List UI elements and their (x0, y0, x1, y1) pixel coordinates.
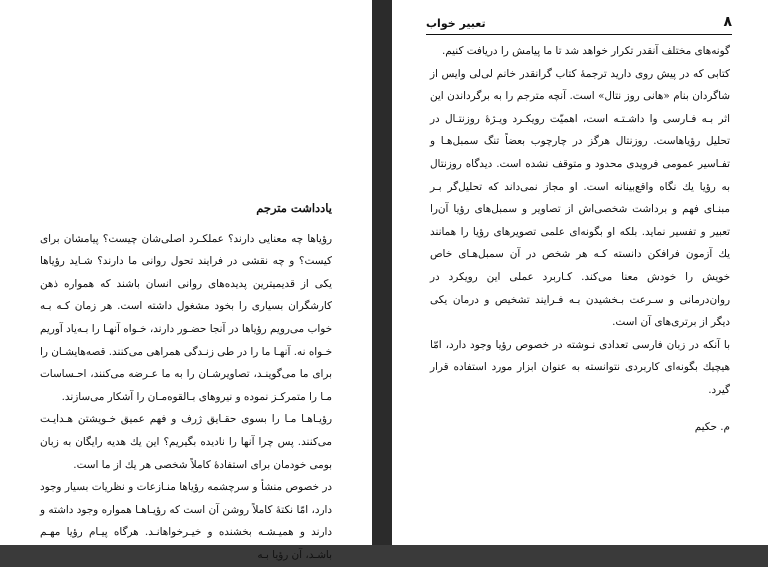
left-page (0, 0, 372, 561)
paragraph: رؤیـاهـا مـا را بسوی حقـایق ژرف و فهم عمیق خـویشتن هـدایـت می‌کنند. پس چرا آنها را نادیده بگیریم؟ این یك هدیه رایگان به زبان بومی خودمان برای استفادهٔ کاملاً شخصی هر یك از ما است. (40, 413, 332, 471)
paragraph: گونه‌های مختلف آنقدر تکرار خواهد شد تا ما پیامش را دریافت کنیم. (441, 45, 730, 57)
paragraph: کتابی که در پیش روی دارید ترجمهٔ کتاب گرانقدر خانم لی‌لی وایس از شاگردان بنام «هانی روز نتال» است. آنچه مترجم را به برگرداندن این اثر بـه فـارسی وا داشـتـه است، اهمیّت رویکـرد ویـژهٔ روزنتـال در تحلیل رؤیاهاست. روزنتال هرگز در چارچوب بعضاً تنگ سمبل‌هـا و تفـاسیر عمومی فرویدی محدود و متوقف نشده است. دیدگاه روزنتال به رؤیا یك نگاه واقع‌بینانه است. او مجاز نمی‌داند كه تحلیل‌گر بـر مبنـای فهم و برداشت شخصی‌اش از تصاویر و سمبل‌های رؤیا آن‌را تعبیر و تفسیر نماید. بلکه او بگونه‌ای علمی تصویرهای رؤیا را همانند یك آزمون فرافکن دانسته کـه هر شخص در آن سمبل‌هـای خاص خویش را خودش معنا می‌کند. کـاربرد عملی این رویکرد در روان‌درمانی و سـرعت بـخشیدن بـه فـرایند تشخیص و درمان یکی دیگر از برتری‌های آن است. (430, 67, 730, 329)
paragraph: رؤیاها چه معنایی دارند؟ عملکـرد اصلی‌شان چیست؟ پیامشان برای کیست؟ و چه نقشی در فرایند تحول روانی ما دارند؟ شـاید رؤیاها یکی از قدیمیترین پدیده‌های روانی انسان باشند که همواره ذهن کارشگران بسیاری را بخود مشغول داشته است. هر زمان کـه بـه خواب می‌رویم رؤیاها در آنجا حضـور دارند، خـواه آنهـا را بـه‌یاد آوریم خـواه نه. آنهـا ما را در طی زنـدگی همراهی می‌کنند. قصه‌هایشـان را برای ما می‌گوینـد، تصاویرشـان را به ما عـرضه می‌کنند، احـساسات مـا را متمرکـز نموده و نیروهای بـالقوه‌مـان را آشکار می‌سازند. (40, 232, 332, 403)
translator-signature: م. حکیم (694, 420, 730, 433)
paragraph: در خصوص منشأ و سرچشمه رؤیاها منـازعات و نظریات بسیار وجود دارد، امّا نکتهٔ کاملاً روشن آن است که رؤیـاهـا همواره وجود داشته و دارند و همیـشـه بخشنده و خیـرخواهانـد. هرگاه پیـام رؤیا مهـم باشـد، آن رؤیا بـه (40, 481, 332, 561)
left-page-text (40, 197, 332, 567)
page-number: ۸ (723, 14, 732, 30)
page-header (426, 12, 732, 35)
right-page-text (430, 40, 730, 438)
paragraph: با آنکه در زبان فارسی تعدادی نـوشته در خصوص رؤیا وجود دارد، امّا هیچیك بگونه‌ای کاربردی نتوانسته به عنوان ابزار مورد استفاده قرار گیرد. (430, 338, 730, 396)
running-title: تعبیر خواب (426, 17, 486, 30)
right-page (392, 0, 768, 545)
section-title: یادداشت مترجم (256, 201, 332, 215)
book-gutter (372, 0, 392, 545)
